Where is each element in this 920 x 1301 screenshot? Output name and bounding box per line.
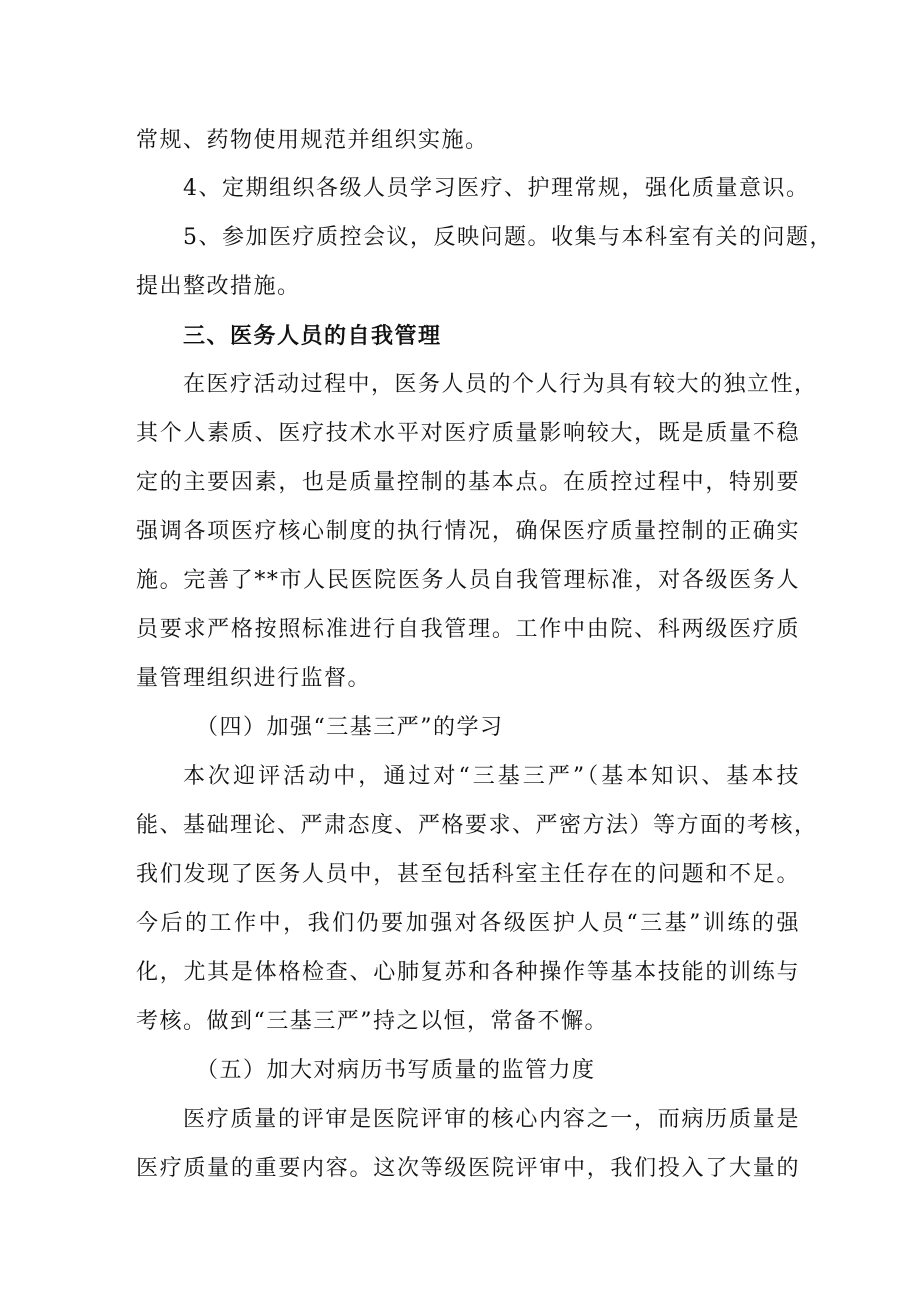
section-heading: 三、医务人员的自我管理	[183, 323, 442, 349]
paragraph-line: 定的主要因素，也是质量控制的基本点。在质控过程中，特别要	[136, 470, 800, 495]
paragraph-line: 提出整改措施。	[136, 274, 301, 299]
subsection-heading: （四）加强“三基三严”的学习	[196, 715, 504, 740]
paragraph-line: 化，尤其是体格检查、心肺复苏和各种操作等基本技能的训练与	[136, 960, 800, 985]
paragraph-line: 我们发现了医务人员中，甚至包括科室主任存在的问题和不足。	[136, 862, 800, 887]
paragraph-line: 常规、药物使用规范并组织实施。	[136, 128, 489, 153]
paragraph-line: 强调各项医疗核心制度的执行情况，确保医疗质量控制的正确实	[136, 519, 800, 544]
subsection-heading: （五）加大对病历书写质量的监管力度	[196, 1058, 596, 1083]
paragraph-line: 4、定期组织各级人员学习医疗、护理常规，强化质量意识。	[183, 176, 810, 201]
paragraph-line: 能、基础理论、严肃态度、严格要求、严密方法）等方面的考核，	[136, 813, 818, 838]
paragraph-line: 本次迎评活动中，通过对“三基三严”（基本知识、基本技	[183, 764, 800, 789]
paragraph-line: 医疗质量的重要内容。这次等级医院评审中，我们投入了大量的	[136, 1156, 800, 1181]
paragraph-line: 员要求严格按照标准进行自我管理。工作中由院、科两级医疗质	[136, 617, 800, 642]
paragraph-line: 量管理组织进行监督。	[136, 666, 372, 691]
paragraph-line: 在医疗活动过程中，医务人员的个人行为具有较大的独立性，	[183, 372, 818, 397]
paragraph-line: 施。完善了**市人民医院医务人员自我管理标准，对各级医务人	[136, 568, 800, 593]
paragraph-line: 医疗质量的评审是医院评审的核心内容之一，而病历质量是	[183, 1107, 800, 1132]
paragraph-line: 考核。做到“三基三严”持之以恒，常备不懈。	[136, 1009, 608, 1034]
paragraph-line: 5、参加医疗质控会议，反映问题。收集与本科室有关的问题，	[183, 225, 833, 250]
paragraph-line: 其个人素质、医疗技术水平对医疗质量影响较大，既是质量不稳	[136, 421, 800, 446]
paragraph-line: 今后的工作中，我们仍要加强对各级医护人员“三基”训练的强	[136, 911, 800, 936]
